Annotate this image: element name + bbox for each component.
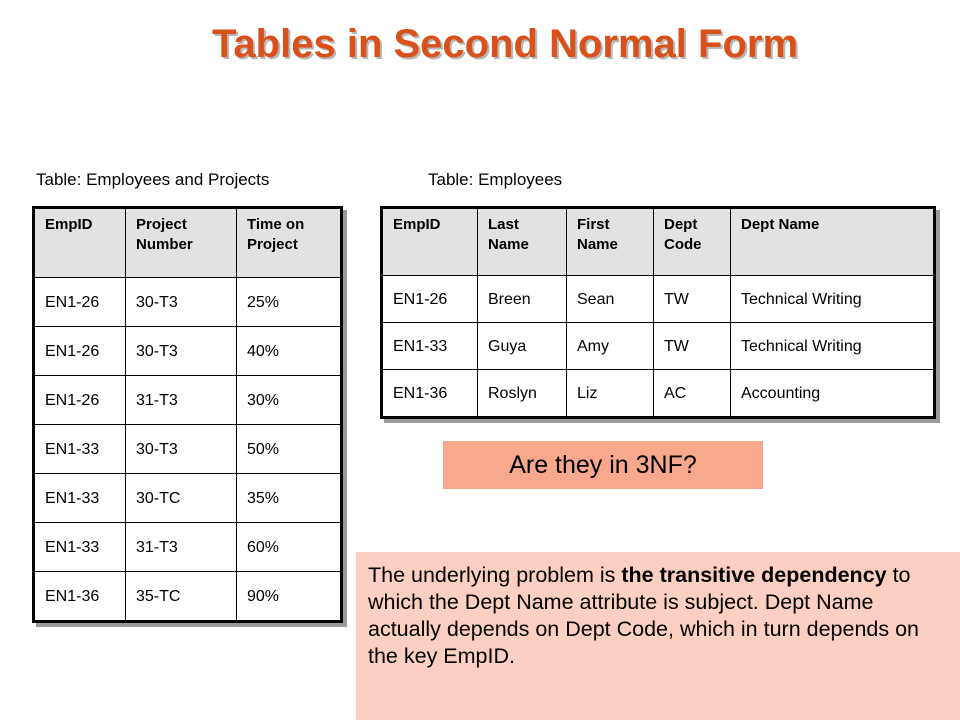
explanation-note: [356, 552, 960, 720]
table-cell: 40%: [237, 327, 342, 376]
table-row: [34, 425, 342, 474]
table-cell: 50%: [237, 425, 342, 474]
column-header: Project Number: [126, 208, 237, 278]
table-row: [34, 376, 342, 425]
table-cell: TW: [654, 276, 731, 323]
table-cell: 60%: [237, 523, 342, 572]
table-cell: EN1-26: [34, 376, 126, 425]
slide-title: Tables in Second Normal Form: [211, 22, 799, 66]
table-row: [382, 276, 935, 323]
table-cell: EN1-26: [382, 276, 478, 323]
question-callout: Are they in 3NF?: [443, 441, 763, 489]
table-cell: 30-T3: [126, 425, 237, 474]
note-text: to which the Dept Name attribute is subject. Dept Name actually depends on Dept Code, which in turn depends on the key EmpID.: [368, 563, 920, 668]
table-cell: Liz: [567, 370, 654, 418]
table-row: [382, 370, 935, 418]
column-header: EmpID: [34, 208, 126, 278]
right-table-caption: Table: Employees: [428, 170, 563, 189]
table-cell: Roslyn: [478, 370, 567, 418]
table-cell: 30-TC: [126, 474, 237, 523]
table-cell: EN1-33: [34, 474, 126, 523]
table-row: [34, 474, 342, 523]
table-row: [34, 327, 342, 376]
table-cell: Amy: [567, 323, 654, 370]
table-cell: EN1-36: [382, 370, 478, 418]
table-cell: EN1-26: [34, 278, 126, 327]
table-cell: Breen: [478, 276, 567, 323]
table-cell: Guya: [478, 323, 567, 370]
left-table-caption: Table: Employees and Projects: [36, 170, 270, 189]
note-emphasis: the transitive dependency: [621, 563, 887, 587]
table-header-row: [34, 208, 342, 278]
table-cell: 30%: [237, 376, 342, 425]
table-cell: AC: [654, 370, 731, 418]
table-cell: Sean: [567, 276, 654, 323]
table-cell: EN1-33: [34, 425, 126, 474]
table-cell: TW: [654, 323, 731, 370]
table-row: [34, 572, 342, 622]
table-cell: EN1-33: [382, 323, 478, 370]
table-cell: Technical Writing: [731, 276, 935, 323]
table-cell: 90%: [237, 572, 342, 622]
column-header: Dept Name: [731, 208, 935, 276]
employees-table: [380, 206, 936, 419]
table-header-row: [382, 208, 935, 276]
table-cell: EN1-36: [34, 572, 126, 622]
table-row: [34, 278, 342, 327]
table-cell: EN1-33: [34, 523, 126, 572]
table-cell: 25%: [237, 278, 342, 327]
table-cell: 35-TC: [126, 572, 237, 622]
table-cell: EN1-26: [34, 327, 126, 376]
column-header: First Name: [567, 208, 654, 276]
table-row: [34, 523, 342, 572]
table-cell: Accounting: [731, 370, 935, 418]
table-cell: 35%: [237, 474, 342, 523]
column-header: Last Name: [478, 208, 567, 276]
table-cell: 31-T3: [126, 376, 237, 425]
column-header: EmpID: [382, 208, 478, 276]
note-text: The underlying problem is: [368, 563, 622, 587]
table-cell: 30-T3: [126, 278, 237, 327]
table-cell: 31-T3: [126, 523, 237, 572]
column-header: Dept Code: [654, 208, 731, 276]
column-header: Time on Project: [237, 208, 342, 278]
table-cell: Technical Writing: [731, 323, 935, 370]
table-cell: 30-T3: [126, 327, 237, 376]
employees-projects-table: [32, 206, 343, 623]
table-row: [382, 323, 935, 370]
